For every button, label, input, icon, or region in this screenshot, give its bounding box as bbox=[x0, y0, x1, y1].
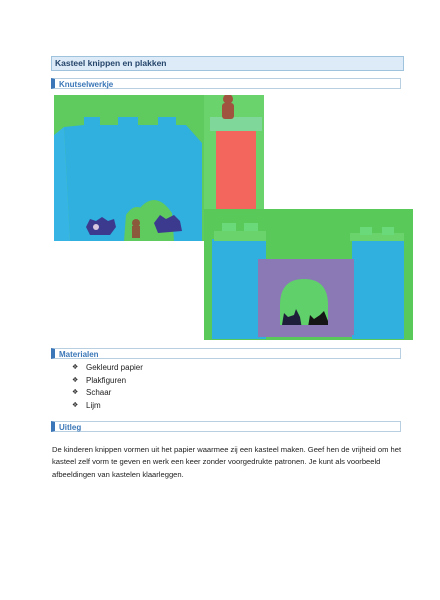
list-item: ❖ Schaar bbox=[72, 387, 143, 400]
diamond-bullet-icon: ❖ bbox=[72, 389, 79, 396]
list-item: ❖ Lijm bbox=[72, 400, 143, 413]
diamond-bullet-icon: ❖ bbox=[72, 401, 79, 409]
materials-list bbox=[72, 362, 143, 412]
explanation-paragraph: De kinderen knippen vormen uit het papier waarmee zij een kasteel maken. Geef hen de vrijheid om het kasteel zelf vorm te geven en werk een keer zonder voorgedrukte patronen. Je kunt als voorbeeld afbeeldingen van kastelen klaarleggen. bbox=[52, 444, 402, 480]
page-title: Kasteel knippen en plakken bbox=[51, 56, 404, 71]
section-heading-craft: Knutselwerkje bbox=[51, 78, 401, 89]
diamond-bullet-icon: ❖ bbox=[72, 364, 79, 371]
castle-photo-2 bbox=[204, 209, 413, 340]
diamond-bullet-icon: ❖ bbox=[72, 376, 79, 384]
section-heading-materials: Materialen bbox=[51, 348, 401, 359]
section-heading-explanation: Uitleg bbox=[51, 421, 401, 432]
list-item: ❖ Gekleurd papier bbox=[72, 362, 143, 375]
list-item: ❖ Plakfiguren bbox=[72, 375, 143, 388]
